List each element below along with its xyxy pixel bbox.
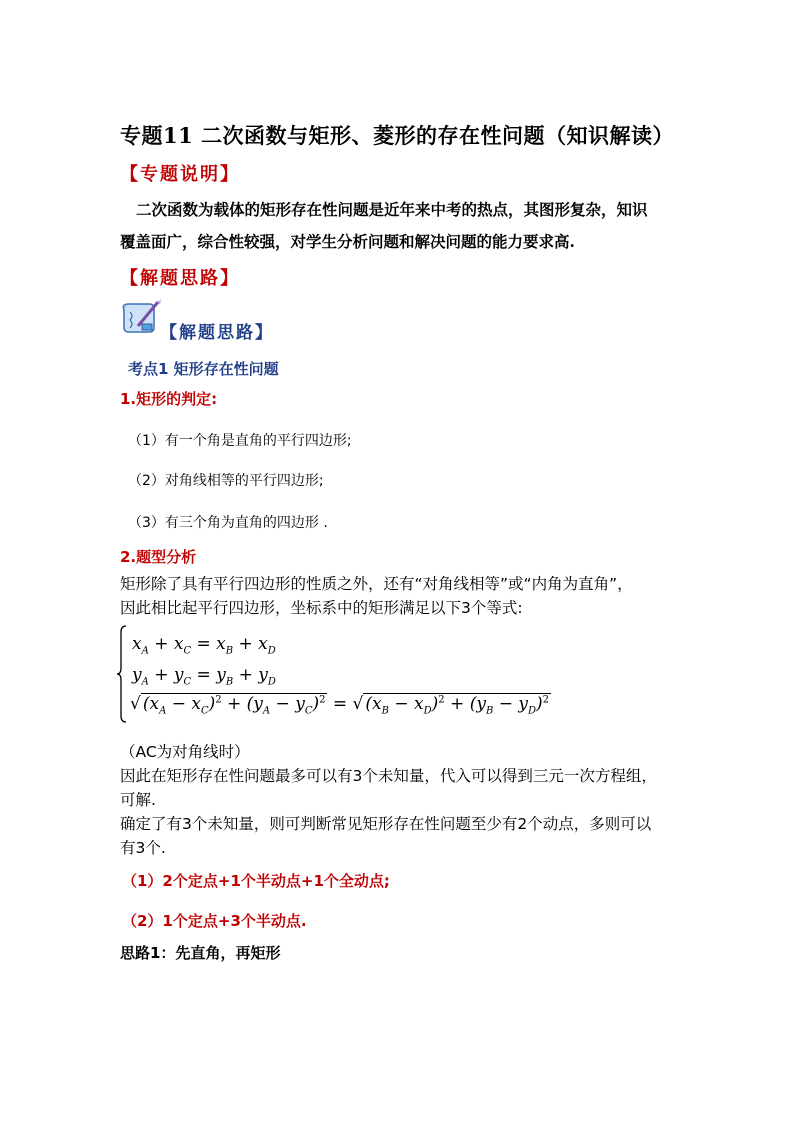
- judge-item-1: （1）有一个角是直角的平行四边形;: [128, 433, 352, 449]
- intro-line-2: 覆盖面广，综合性较强，对学生分析问题和解决问题的能力要求高.: [120, 232, 575, 251]
- unknown-line-2: 可解.: [120, 791, 156, 809]
- judge-item-2: （2）对角线相等的平行四边形;: [128, 473, 324, 489]
- point-1-heading: 考点1 矩形存在性问题: [128, 360, 279, 378]
- judge-item-3: （3）有三个角为直角的四边形 .: [128, 515, 328, 531]
- equation-diagonal: √ $(x_A - x_C)^2 + (y_A - y_C)^2$ = √ $(x_B - x_D)^2 + (y_B - y_D)^2$: [130, 694, 550, 717]
- scroll-pen-icon: [120, 296, 164, 340]
- unknown-line-1: 因此在矩形存在性问题最多可以有3个未知量，代入可以得到三元一次方程组，: [120, 767, 657, 785]
- case-2: （2）1个定点+3个半动点.: [122, 912, 307, 930]
- points-line-1: 确定了有3个未知量，则可判断常见矩形存在性问题至少有2个动点，多则可以: [120, 815, 652, 833]
- points-line-2: 有3个.: [120, 839, 166, 857]
- case-1: （1）2个定点+1个半动点+1个全动点;: [122, 872, 390, 890]
- idea-1: 思路1：先直角，再矩形: [120, 944, 281, 962]
- analysis-line-2: 因此相比起平行四边形，坐标系中的矩形满足以下3个等式:: [120, 599, 523, 617]
- section-description-heading: 【专题说明】: [120, 164, 240, 185]
- analysis-line-1: 矩形除了具有平行四边形的性质之外，还有“对角线相等”或“内角为直角”，: [120, 575, 633, 593]
- rect-judge-heading: 1.矩形的判定:: [120, 390, 218, 408]
- equation-x: $x_A + x_C = x_B + x_D$: [132, 634, 276, 657]
- analysis-heading: 2.题型分析: [120, 548, 197, 566]
- page-title: 专题11 二次函数与矩形、菱形的存在性问题（知识解读）: [119, 123, 675, 148]
- intro-line-1: 二次函数为载体的矩形存在性问题是近年来中考的热点，其图形复杂，知识: [136, 200, 648, 219]
- equation-brace: [116, 624, 128, 724]
- section-ideas-heading: 【解题思路】: [120, 268, 240, 289]
- equation-y: $y_A + y_C = y_B + y_D$: [132, 665, 276, 688]
- ideas-banner: 【解题思路】: [160, 323, 274, 343]
- diagonal-note: （AC为对角线时）: [120, 743, 250, 761]
